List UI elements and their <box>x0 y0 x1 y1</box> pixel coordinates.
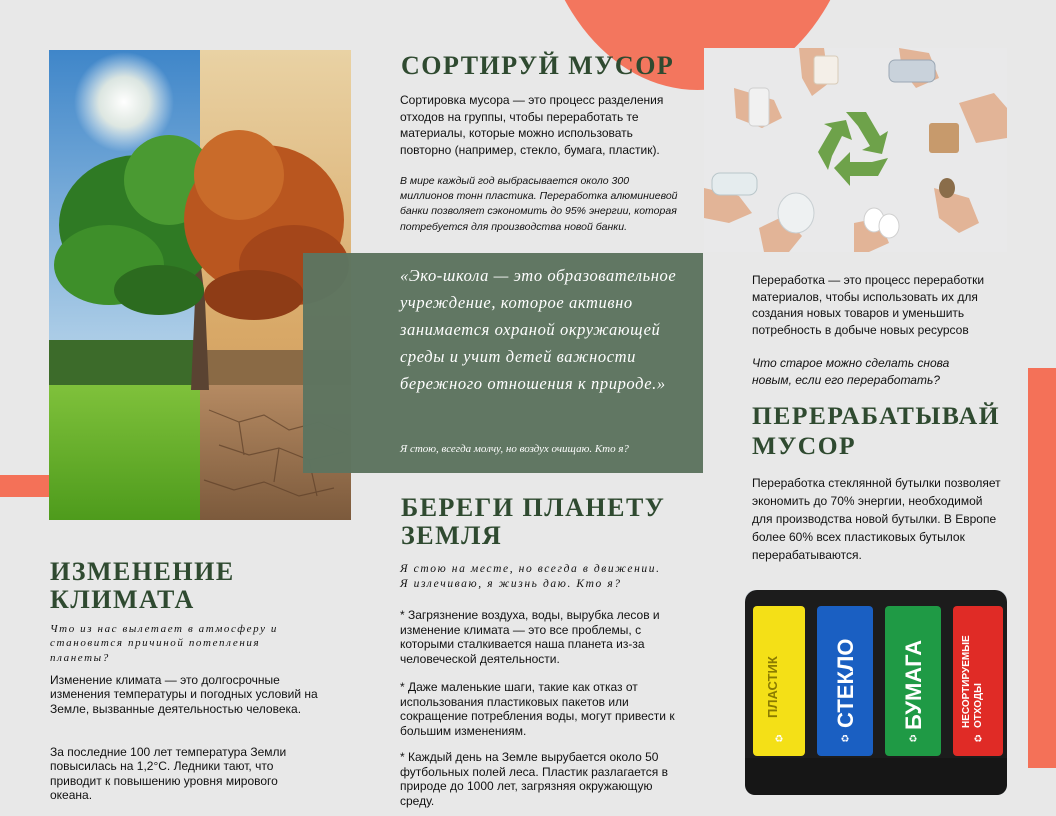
svg-text:♻: ♻ <box>908 734 918 745</box>
svg-text:♻: ♻ <box>840 734 850 745</box>
climate-title-line1: ИЗМЕНЕНИЕ <box>50 557 235 586</box>
decorative-bar-right <box>1028 368 1056 768</box>
bin-label-unsorted-line1: НЕСОРТИРУЕМЫЕ <box>961 635 972 728</box>
planet-bullet-1: * Загрязнение воздуха, воды, вырубка лесов и изменение климата — это все проблемы, с которыми сталкивается наша планета из-за человеческой деятельности. <box>400 608 660 666</box>
planet-riddle-line1: Я стою на месте, но всегда в движении. <box>400 563 661 575</box>
climate-definition: Изменение климата — это долгосрочные изменения температуры и погодных условий на Земле, вызванные деятельностью человека. <box>50 673 318 716</box>
bin-label-glass: СТЕКЛО <box>833 638 858 728</box>
recycle-definition: Переработка — это процесс переработки материалов, чтобы использовать их для создания новых товаров и уменьшить потребность в добыче новых ресурсов <box>752 273 985 337</box>
planet-bullet-3: * Каждый день на Земле вырубается около 50 футбольных полей леса. Пластик разлагается в природе до 1000 лет, загрязняя окружающую среду. <box>400 750 668 808</box>
glass-bottle-fact: Переработка стеклянной бутылки позволяет экономить до 70% энергии, необходимой для производства новой бутылки. В Европе более 60% всех пластиковых бутылок перерабатываются. <box>752 476 1001 562</box>
planet-riddle <box>400 562 700 592</box>
quote-riddle: Я стою, всегда молчу, но воздух очищаю. Кто я? <box>400 443 629 455</box>
planet-bullet-2: * Даже маленькие шаги, такие как отказ от использования пластиковых пакетов или сокращение потребления воды, могут привести к большим изменениям. <box>400 680 675 738</box>
recycle-riddle: Что старое можно сделать снова новым, если его переработать? <box>752 356 950 388</box>
bin-label-unsorted-line2: ОТХОДЫ <box>972 683 984 728</box>
eco-school-quote: «Эко-школа — это образовательное учреждение, которое активно занимается охраной окружающей среды и учит детей важности бережного отношения к природе.» <box>400 266 677 393</box>
recycle-title-line2: МУСОР <box>752 431 857 460</box>
svg-text:♻: ♻ <box>774 734 784 745</box>
hands-recycle-photo <box>704 48 1007 252</box>
climate-riddle: Что из нас вылетает в атмосферу и становится причиной потепления планеты? <box>50 623 279 664</box>
recycle-title-line1: ПЕРЕРАБАТЫВАЙ <box>752 401 1001 430</box>
bin-label-paper: БУМАГА <box>901 639 926 730</box>
svg-text:♻: ♻ <box>973 734 983 745</box>
bin-label-plastic: ПЛАСТИК <box>765 656 780 718</box>
plastic-fact-paragraph: В мире каждый год выбрасывается около 300 миллионов тонн пластика. Переработка алюминиевой банки позволяет сэкономить до 95% энергии, которая потребуется для производства новой банки. <box>400 175 678 233</box>
bin-label-unsorted <box>961 635 984 728</box>
sort-waste-title: СОРТИРУЙ МУСОР <box>401 51 675 80</box>
sorting-bins-photo <box>745 590 1007 795</box>
planet-title-line1: БЕРЕГИ ПЛАНЕТУ <box>401 493 666 522</box>
planet-title-line2: ЗЕМЛЯ <box>401 521 503 550</box>
sort-waste-paragraph: Сортировка мусора — это процесс разделения отходов на группы, чтобы переработать те материалы, которые можно использовать повторно (например, стекло, бумага, пластик). <box>400 93 664 157</box>
climate-title-line2: КЛИМАТА <box>50 585 195 614</box>
planet-riddle-line2: Я излечиваю, я жизнь даю. Кто я? <box>400 577 622 590</box>
climate-fact: За последние 100 лет температура Земли повысилась на 1,2°С. Ледники тают, что приводит к повышению уровня мирового океана. <box>50 745 287 803</box>
